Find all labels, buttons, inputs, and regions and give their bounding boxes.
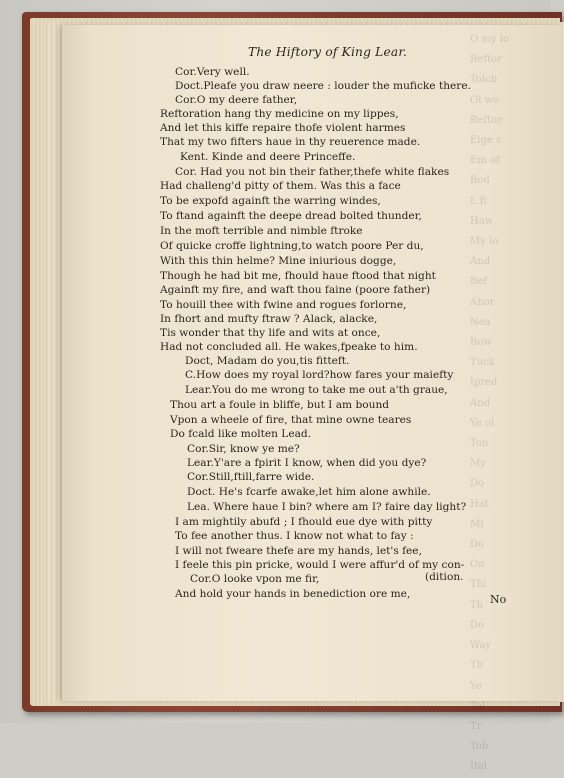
show-through-line: And [470,397,491,409]
show-through-line: Th [470,660,484,672]
text-line: Againft my fire, and waft thou faine (poore father) [160,284,431,296]
show-through-line: L.fi [470,195,487,207]
text-line: Kent. Kinde and deere Princeffe. [180,151,356,163]
text-line: And let this kiffe repaire thofe violent harmes [160,122,406,134]
text-line: To houill thee with fwine and rogues forlorne, [160,299,407,311]
text-line: Cor.Very well. [175,66,250,78]
text-line: To be expofd againft the warring windes, [160,195,381,207]
text-line: And hold your hands in benediction ore me, [175,588,411,600]
show-through-line: Tol [470,700,486,712]
text-line: In the moft terrible and nimble ftroke [160,225,363,237]
text-line: Lea. Where haue I bin? where am I? faire day light? [187,501,467,513]
show-through-line: Tr [470,720,482,732]
show-through-line: Ye ol [470,417,495,429]
text-line: Do fcald like molten Lead. [170,428,312,440]
text-line: I feele this pin pricke, would I were affur'd of my con- [175,559,465,571]
show-through-line: Haw [470,215,494,227]
text-line: C.How does my royal lord?how fares your maiefty [185,369,454,381]
show-through-line: Bod [470,175,490,187]
catchword: No [490,593,507,606]
text-line: Cor.O looke vpon me fir, [190,573,320,585]
text-line: Cor. Had you not bin their father,thefe white flakes [175,166,450,178]
text-line: That my two fifters haue in thy reuerence made. [160,136,421,148]
text-line: With this thin helme? Mine iniurious dogge, [160,255,397,267]
text-line: Vpon a wheele of fire, that mine owne teares [170,414,412,426]
text-line: Of quicke croffe lightning,to watch poore Per du, [160,240,424,252]
show-through-line: And [470,256,491,268]
text-line: In fhort and mufty ftraw ? Alack, alacke, [160,313,378,325]
show-through-line: Reftor [470,54,502,66]
text-line: Had challeng'd pitty of them. Was this a face [160,180,401,192]
show-through-line: Th [470,599,484,611]
show-through-line: My [470,458,486,470]
running-title: The Hiftory of King Lear. [248,45,408,59]
text-line: Cor.Still,ftill,farre wide. [187,471,315,483]
show-through-line: Ml [470,518,484,530]
show-through-line: Eige s [470,135,502,147]
show-through-line: Hat [470,498,489,510]
show-through-line: Bef [470,276,487,288]
text-line: I will not fweare thefe are my hands, let's fee, [175,545,422,557]
text-line: Lear.Y'are a fpirit I know, when did you dye? [187,457,427,469]
show-through-line: Tolcb [470,74,498,86]
show-through-line: Em of [470,155,500,167]
show-through-line: O my lo [470,34,509,45]
text-line: Doct.Pleafe you draw neere : louder the muficke there. [175,80,471,92]
text-line: I am mightily abufd ; I fhould eue dye with pitty [175,516,433,528]
text-line: Reftoration hang thy medicine on my lippes, [160,108,399,120]
show-through-line: Reftor [470,114,502,126]
show-through-line: Do [470,478,485,490]
text-line: Had not concluded all. He wakes,fpeake to him. [160,341,418,353]
text-line: To fee another thus. I know not what to fay : [175,530,414,542]
show-through-line: Ton [470,438,489,450]
text-line: Doct, Madam do you,tis fitteft. [185,355,350,367]
show-through-line: Nea [470,316,491,328]
show-through-line: Tuck [470,357,495,369]
text-line: Tis wonder that thy life and wits at once, [160,327,381,339]
show-through-line: Ahor [470,296,495,308]
show-through-line: Tob [470,741,489,753]
show-through-line: Do [470,619,485,631]
show-through-line: Thi [470,579,487,591]
show-through-line: Do [470,539,485,551]
show-through-line: Ital [470,761,488,773]
text-line: Cor.Sir, know ye me? [187,443,300,455]
show-through-line: My lo [470,236,499,248]
text-line: Lear.You do me wrong to take me out a'th graue, [185,384,448,396]
show-through-line: Ipred [470,377,498,389]
text-line: Thou art a foule in bliffe, but I am bound [170,399,390,411]
text-line: Doct. He's fcarfe awake,let him alone awhile. [187,486,431,498]
text-line: Cor.O my deere father, [175,94,298,106]
show-through-line: Ol wo [470,94,500,106]
page-text [160,0,507,723]
show-through-line: On [470,559,485,571]
show-through-line: Way [470,640,492,652]
text-line: (dition. [425,571,464,583]
show-through-line: Ye [470,680,482,692]
text-line: To ftand againft the deepe dread bolted thunder, [160,210,422,222]
text-line: Though he had bit me, fhould haue ftood that night [160,270,436,282]
show-through-line: Bow [470,337,492,349]
